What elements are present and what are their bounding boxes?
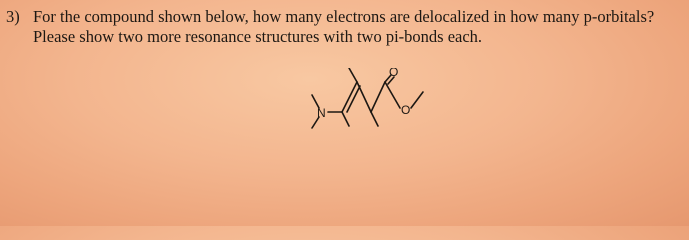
- question-line-1: For the compound shown below, how many electrons are delocalized in how many p-orbitals?: [33, 7, 655, 26]
- c1-methyl-bond: [342, 112, 349, 126]
- compound-structure-diagram: [305, 68, 445, 138]
- nitrogen-atom-label: N: [317, 106, 326, 120]
- ester-oxygen-label: O: [401, 103, 411, 117]
- question-number: 3): [6, 7, 20, 26]
- c3-c4-bond: [371, 82, 385, 112]
- question-text: [33, 7, 683, 47]
- c2-methyl-bond: [349, 68, 357, 82]
- c2-c3-bond: [357, 82, 371, 112]
- question-line-2: Please show two more resonance structures with two pi-bonds each.: [33, 27, 483, 46]
- c4-ester-oxygen-bond: [385, 82, 400, 108]
- o-methyl-bond: [411, 92, 423, 108]
- c3-methyl-bond: [371, 112, 378, 126]
- carbonyl-oxygen-label: O: [389, 68, 399, 79]
